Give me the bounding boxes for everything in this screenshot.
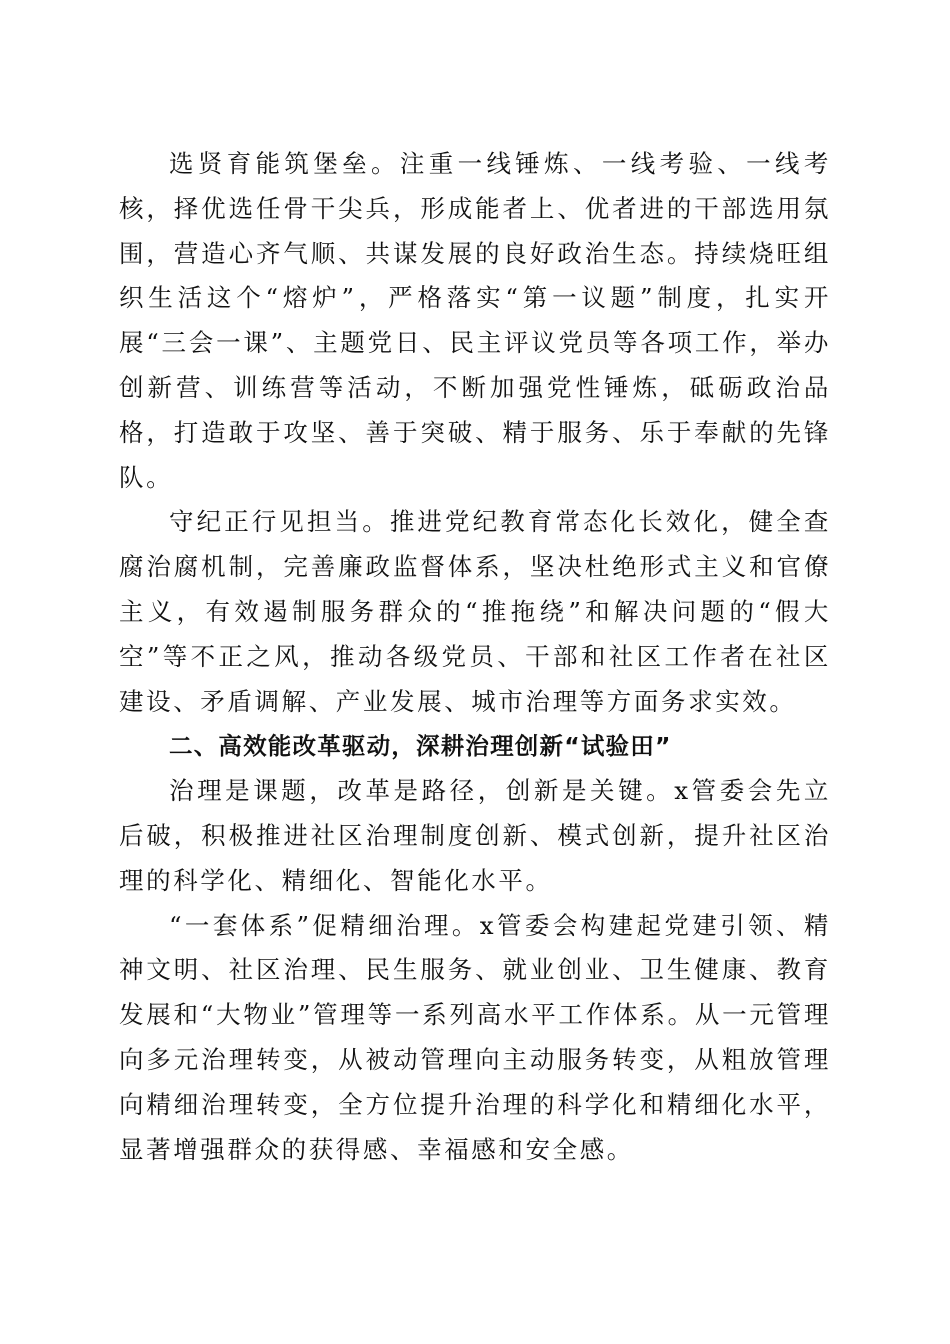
paragraph-select-talent: 选贤育能筑堡垒。注重一线锤炼、一线考验、一线考核，择优选任骨干尖兵，形成能者上、优者进的干部选用氛围，营造心齐气顺、共谋发展的良好政治生态。持续烧旺组织生活这个“熔炉”，严格落实“第一议题”制度，扎实开展“三会一课”、主题党日、民主评议党员等各项工作，举办创新营、训练营等活动，不断加强党性锤炼，砥砺政治品格，打造敢于攻坚、善于突破、精于服务、乐于奉献的先锋队。 — [119, 149, 831, 492]
paragraph-discipline: 守纪正行见担当。推进党纪教育常态化长效化，健全查腐治腐机制，完善廉政监督体系，坚决杜绝形式主义和官僚主义，有效遏制服务群众的“推拖绕”和解决问题的“假大空”等不正之风，推动各级党员、干部和社区工作者在社区建设、矛盾调解、产业发展、城市治理等方面务求实效。 — [119, 507, 831, 716]
paragraph-governance-intro: 治理是课题，改革是路径，创新是关键。x管委会先立后破，积极推进社区治理制度创新、模式创新，提升社区治理的科学化、精细化、智能化水平。 — [119, 776, 831, 895]
document-page — [119, 142, 831, 1172]
paragraph-one-system: “一套体系”促精细治理。x管委会构建起党建引领、精神文明、社区治理、民生服务、就业创业、卫生健康、教育发展和“大物业”管理等一系列高水平工作体系。从一元管理向多元治理转变，从被动管理向主动服务转变，从粗放管理向精细治理转变，全方位提升治理的科学化和精细化水平，显著增强群众的获得感、幸福感和安全感。 — [119, 910, 831, 1164]
section-heading-reform: 二、高效能改革驱动，深耕治理创新“试验田” — [169, 732, 672, 761]
